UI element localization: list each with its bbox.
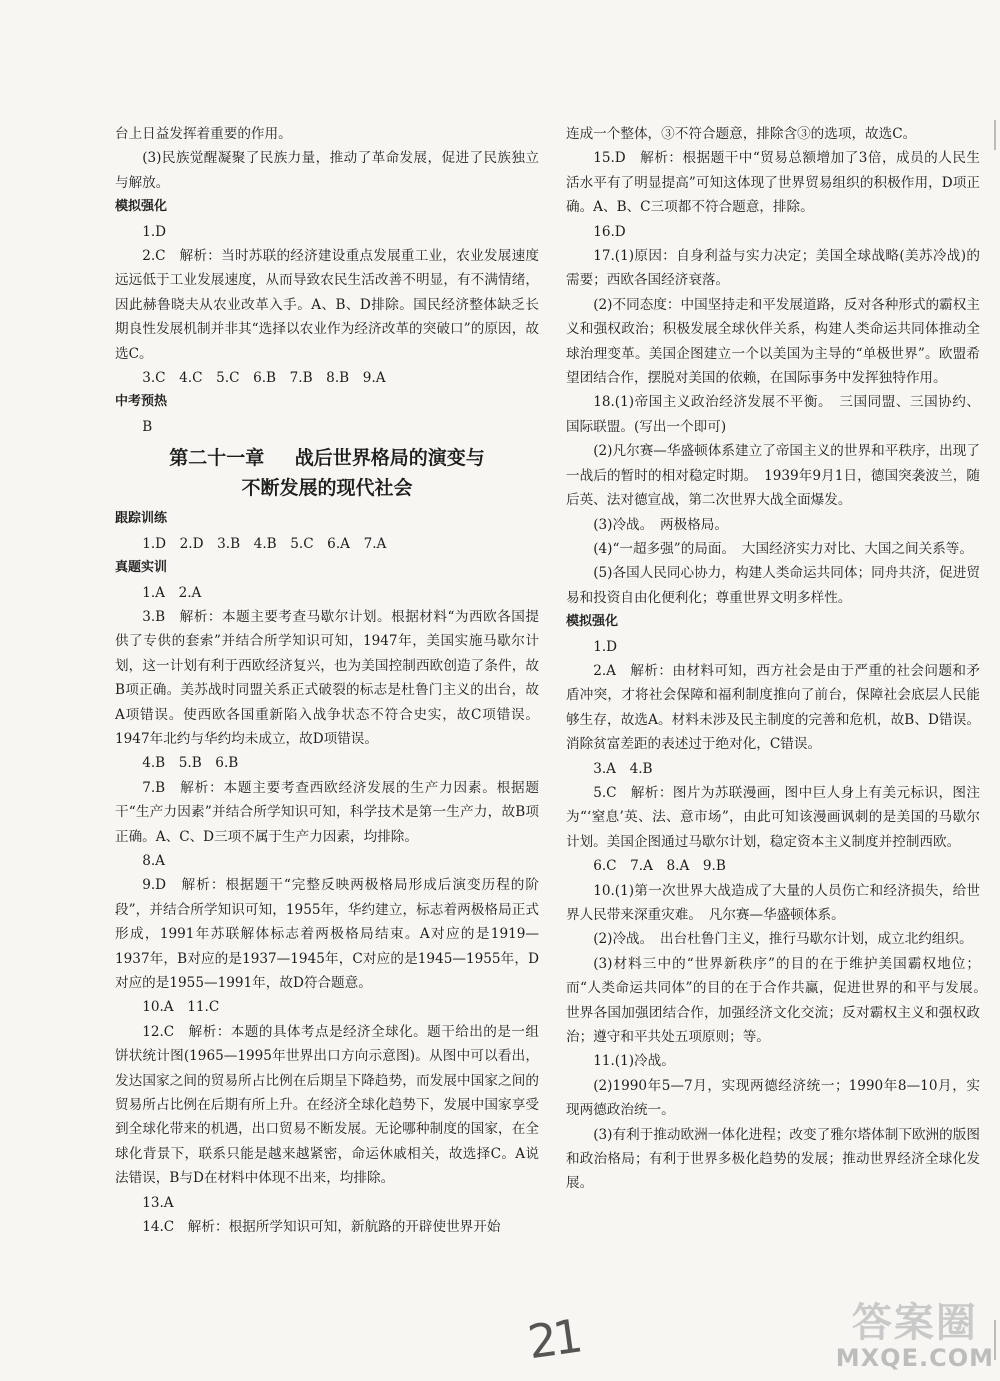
answer-paragraph: (3)有利于推动欧洲一体化进程；改变了雅尔塔体制下欧洲的版图和政治格局；有利于世界多极化趋势的发展；推动世界经济全球化发展。 <box>566 1126 980 1192</box>
answer-paragraph: 18.(1)帝国主义政治经济发展不平衡。 三国同盟、三国协约、国际联盟。(写出一个即可) <box>566 394 980 435</box>
answer-paragraph: (2)1990年5—7月，实现两德经济统一；1990年8—10月，实现两德政治统一。 <box>566 1077 980 1119</box>
handwritten-page-number: 21 <box>524 1308 583 1370</box>
answer-paragraph: 1.A 2.A <box>142 584 202 601</box>
answer-paragraph: 1.D <box>593 638 618 655</box>
answer-paragraph: 4.B 5.B 6.B <box>142 755 239 772</box>
answer-paragraph: 6.C 7.A 8.A 9.B <box>593 858 726 875</box>
answer-paragraph: 连成一个整体，③不符合题意，排除含③的选项，故选C。 <box>566 126 917 142</box>
left-column <box>115 122 539 1239</box>
answer-paragraph: 13.A <box>142 1194 174 1211</box>
section-heading: 中考预热 <box>115 394 168 410</box>
answer-paragraph: 1.D 2.D 3.B 4.B 5.C 6.A 7.A <box>142 535 387 552</box>
answer-paragraph: 台上日益发挥着重要的作用。 <box>115 126 292 142</box>
answer-paragraph: 3.C 4.C 5.C 6.B 7.B 8.B 9.A <box>142 370 386 387</box>
answer-paragraph: 1.D <box>142 223 167 240</box>
answer-paragraph: (2)不同态度：中国坚持走和平发展道路，反对各种形式的霸权主义和强权政治；积极发展全球伙伴关系，构建人类命运共同体推动全球治理变革。美国企图建立一个以美国为主导的“单极世界”。欧盟希望团结合作，摆脱对美国的依赖，在国际事务中发挥独特作用。 <box>566 296 980 387</box>
chapter-title-line1: 战后世界格局的演变与 <box>294 447 485 470</box>
section-heading: 跟踪训练 <box>115 511 168 527</box>
section-heading: 模拟强化 <box>566 614 619 630</box>
answer-paragraph: 2.A 解析：由材料可知，西方社会是由于严重的社会问题和矛盾冲突，才将社会保障和福利制度推向了前台，保障社会底层人民能够生存，故选A。材料未涉及民主制度的完善和危机，故B、D错误。消除贫富差距的表述过于绝对化，C错误。 <box>566 662 980 753</box>
answer-paragraph: 15.D 解析：根据题干中“贸易总额增加了3倍，成员的人民生活水平有了明显提高”可知这体现了世界贸易组织的积极作用，D项正确。A、B、C三项都不符合题意，排除。 <box>566 150 980 216</box>
scan-edge-mark <box>994 120 996 150</box>
answer-paragraph: (5)各国人民同心协力，构建人类命运共同体；同舟共济，促进贸易和投资自由化便利化；尊重世界文明多样性。 <box>566 565 980 606</box>
answer-paragraph: 12.C 解析：本题的具体考点是经济全球化。题干给出的是一组饼状统计图(1965—1995年世界出口方向示意图)。从图中可以看出，发达国家之间的贸易所占比例在后期呈下降趋势，而发展中国家之间的贸易所占比例在后期有所上升。在经济全球化趋势下，发展中国家享受到全球化带来的机遇，出口贸易不断发展。无论哪种制度的国家，在全球化背景下，联系只能是越来越紧密，命运休戚相关，故选择C。A说法错误，B与D在材料中体现不出来，均排除。 <box>115 1023 539 1187</box>
answer-paragraph: 11.(1)冷战。 <box>593 1053 675 1070</box>
answer-paragraph: 17.(1)原因：自身利益与实力决定；美国全球战略(美苏冷战)的需要；西欧各国经济衰落。 <box>566 248 980 289</box>
chapter-heading <box>115 443 539 503</box>
answer-paragraph: 2.C 解析：当时苏联的经济建设重点发展重工业，农业发展速度远远低于工业发展速度，从而导致农民生活改善不明显，有不满情绪，因此赫鲁晓夫从农业改革入手。A、B、D排除。国民经济整体缺乏长期良性发展机制并非其“选择以农业作为经济改革的突破口”的原因，故选C。 <box>115 248 539 362</box>
answer-paragraph: 10.A 11.C <box>142 999 220 1016</box>
watermark-title: 答案圈 <box>851 1300 978 1346</box>
answer-paragraph: 9.D 解析：根据题干“完整反映两极格局形成后演变历程的阶段”，并结合所学知识可知，1955年，华约建立，标志着两极格局正式形成，1991年苏联解体标志着两极格局结束。A对应的是1919—1937年，B对应的是1937—1945年，C对应的是1945—1955年，D对应的是1955—1991年，故D符合题意。 <box>115 877 539 991</box>
answer-paragraph: 7.B 解析：本题主要考查西欧经济发展的生产力因素。根据题干“生产力因素”并结合所学知识可知，科学技术是第一生产力，故B项正确。A、C、D三项不属于生产力因素，均排除。 <box>115 779 539 845</box>
answer-paragraph: 16.D <box>593 223 626 240</box>
answer-paragraph: 3.B 解析：本题主要考查马歇尔计划。根据材料“为西欧各国提供了专供的套索”并结合所学知识可知，1947年，美国实施马歇尔计划，这一计划有利于西欧经济复兴，也为美国控制西欧创造了条件，故B项正确。美苏战时同盟关系正式破裂的标志是杜鲁门主义的出台，故A项错误。使西欧各国重新陷入战争状态不符合史实，故C项错误。1947年北约与华约均未成立，故D项错误。 <box>115 608 539 747</box>
right-column <box>566 122 994 1196</box>
answer-paragraph: (2)凡尔赛—华盛顿体系建立了帝国主义的世界和平秩序，出现了一战后的暂时的相对稳定时期。 1939年9月1日，德国突袭波兰，随后英、法对德宣战，第二次世界大战全面爆发。 <box>566 443 980 509</box>
watermark-logo <box>836 1301 994 1371</box>
answer-paragraph: 10.(1)第一次世界大战造成了大量的人员伤亡和经济损失，给世界人民带来深重灾难。 凡尔赛—华盛顿体系。 <box>566 882 980 923</box>
answer-paragraph: B <box>142 418 153 435</box>
answer-paragraph: 3.A 4.B <box>593 760 653 777</box>
answer-paragraph: (3)冷战。 两极格局。 <box>593 516 728 533</box>
answer-paragraph: (3)民族觉醒凝聚了民族力量，推动了革命发展，促进了民族独立与解放。 <box>115 150 539 191</box>
answer-paragraph: (3)材料三中的“世界新秩序”的目的在于维护美国霸权地位；而“人类命运共同体”的目的在于合作共赢，促进世界的和平与发展。 世界各国加强团结合作，加强经济文化交流；反对霸权主义和强权政治；遵守和平共处五项原则；等。 <box>566 955 994 1046</box>
section-heading: 真题实训 <box>115 560 168 576</box>
watermark-url: MXQE.COM <box>835 1344 994 1372</box>
answer-paragraph: (4)“一超多强”的局面。 大国经济实力对比、大国之间关系等。 <box>593 540 973 557</box>
answer-paragraph: 5.C 解析：图片为苏联漫画，图中巨人身上有美元标识，图注为“‘窒息’英、法、意市场”，由此可知该漫画讽刺的是美国的马歇尔计划。美国企图通过马歇尔计划，稳定资本主义制度并控制西欧。 <box>566 784 980 850</box>
answer-paragraph: 14.C 解析：根据所学知识可知，新航路的开辟使世界开始 <box>142 1219 501 1236</box>
scan-edge-mark <box>994 1320 996 1360</box>
section-heading: 模拟强化 <box>115 199 168 215</box>
answer-paragraph: (2)冷战。 出台杜鲁门主义，推行马歇尔计划，成立北约组织。 <box>593 931 973 948</box>
chapter-number: 第二十一章 <box>169 447 265 470</box>
answer-paragraph: 8.A <box>142 852 165 869</box>
chapter-title-line2: 不断发展的现代社会 <box>241 477 413 500</box>
